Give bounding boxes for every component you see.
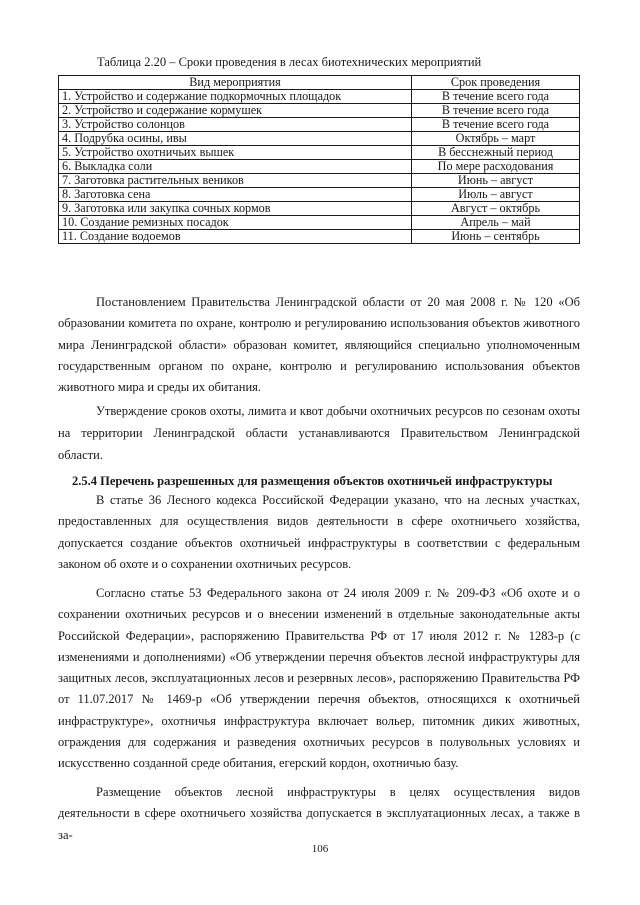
cell-period: Август – октябрь <box>412 202 580 216</box>
cell-period: В течение всего года <box>412 90 580 104</box>
table-row <box>59 118 580 132</box>
table-caption: Таблица 2.20 – Сроки проведения в лесах биотехнических мероприятий <box>97 55 482 69</box>
cell-activity: 6. Выкладка соли <box>59 160 412 174</box>
header-period: Срок проведения <box>412 76 580 90</box>
cell-period: Апрель – май <box>412 216 580 230</box>
paragraph-placement <box>58 782 580 846</box>
table-row <box>59 90 580 104</box>
paragraph-committee <box>58 292 580 398</box>
cell-period: В течение всего года <box>412 104 580 118</box>
table-row <box>59 230 580 244</box>
page-number: 106 <box>311 843 329 855</box>
section-heading: 2.5.4 Перечень разрешенных для размещения объектов охотничьей инфраструктуры <box>72 474 553 488</box>
cell-period: Октябрь – март <box>412 132 580 146</box>
table-row <box>59 132 580 146</box>
cell-activity: 1. Устройство и содержание подкормочных площадок <box>59 90 412 104</box>
cell-period: В течение всего года <box>412 118 580 132</box>
table-row <box>59 174 580 188</box>
paragraph-text: Размещение объектов лесной инфраструктуры в целях осуществления видов деятельности в сфере охотничьего хозяйства допускается в эксплуатационных лесах, а также в за- <box>58 785 580 842</box>
cell-activity: 10. Создание ремизных посадок <box>59 216 412 230</box>
table-row <box>59 188 580 202</box>
table-header-row <box>59 76 580 90</box>
table-row <box>59 216 580 230</box>
cell-activity: 2. Устройство и содержание кормушек <box>59 104 412 118</box>
cell-activity: 3. Устройство солонцов <box>59 118 412 132</box>
cell-period: По мере расходования <box>412 160 580 174</box>
paragraph-text: Согласно статье 53 Федерального закона от 24 июля 2009 г. № 209-ФЗ «Об охоте и о сохранении охотничьих ресурсов и о внесении изменений в отдельные законодательные акты Российской Федерации», распоряжению Правительства РФ от 17 июля 2012 г. № 1283-р (с изменениями и дополнениями) «Об утверждении перечня объектов лесной инфраструктуры для защитных лесов, эксплуатационных лесов и резервных лесов», распоряжению Правительства РФ от 11.07.2017 № 1469-р «Об утверждении перечня объектов, относящихся к охотничьей инфраструктуре», охотничья инфраструктура включает вольер, питомник диких животных, ограждения для содержания и разведения охотничьих ресурсов в полувольных условиях и искусственно созданной среде обитания, егерский кордон, охотничью базу. <box>58 586 580 771</box>
table-row <box>59 104 580 118</box>
cell-period: В бесснежный период <box>412 146 580 160</box>
cell-activity: 9. Заготовка или закупка сочных кормов <box>59 202 412 216</box>
cell-period: Июнь – август <box>412 174 580 188</box>
biotech-table <box>58 75 580 244</box>
paragraph-hunting-terms <box>58 400 580 466</box>
header-activity: Вид мероприятия <box>59 76 412 90</box>
table-row <box>59 146 580 160</box>
paragraph-text: Утверждение сроков охоты, лимита и квот добычи охотничьих ресурсов по сезонам охоты на территории Ленинградской области устанавливаются Правительством Ленинградской области. <box>58 404 580 462</box>
table-row <box>59 202 580 216</box>
cell-activity: 7. Заготовка растительных веников <box>59 174 412 188</box>
paragraph-text: В статье 36 Лесного кодекса Российской Федерации указано, что на лесных участках, предоставленных для осуществления видов деятельности в сфере охотничьего хозяйства, допускается создание объектов охотничьей инфраструктуры в соответствии с федеральным законом об охоте и о сохранении охотничьих ресурсов. <box>58 493 580 571</box>
cell-activity: 11. Создание водоемов <box>59 230 412 244</box>
cell-activity: 4. Подрубка осины, ивы <box>59 132 412 146</box>
paragraph-federal-law <box>58 583 580 775</box>
cell-period: Июль – август <box>412 188 580 202</box>
paragraph-text: Постановлением Правительства Ленинградской области от 20 мая 2008 г. № 120 «Об образовании комитета по охране, контролю и регулированию использования объектов животного мира Ленинградской области» образован комитет, являющийся специально уполномоченным государственным органом по охране, контролю и регулированию использования объектов животного мира и среды их обитания. <box>58 295 580 395</box>
cell-activity: 5. Устройство охотничьих вышек <box>59 146 412 160</box>
cell-period: Июнь – сентябрь <box>412 230 580 244</box>
paragraph-forest-code <box>58 490 580 575</box>
table-row <box>59 160 580 174</box>
cell-activity: 8. Заготовка сена <box>59 188 412 202</box>
